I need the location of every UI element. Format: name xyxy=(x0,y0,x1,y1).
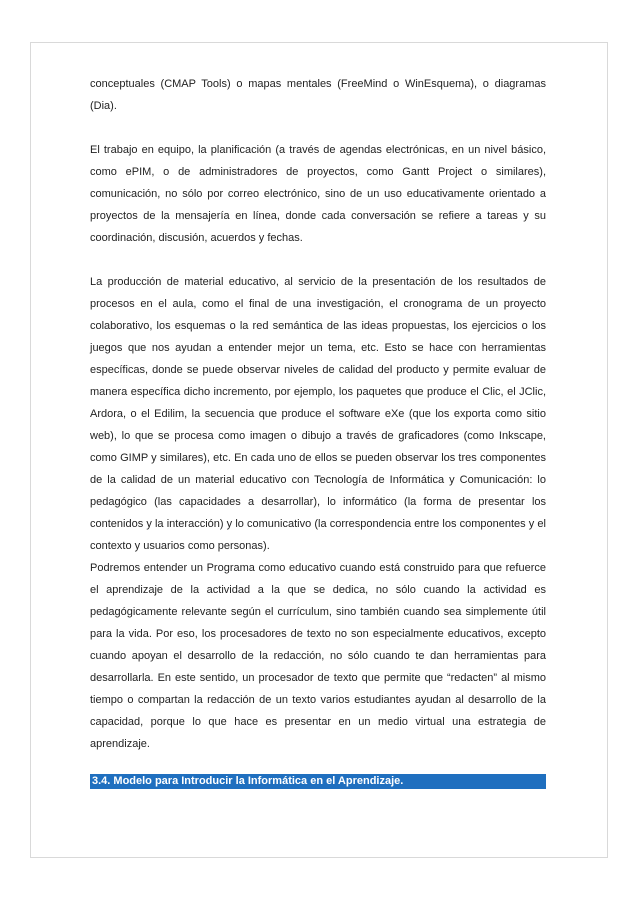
paragraph-teamwork: El trabajo en equipo, la planificación (a través de agendas electrónicas, en un nivel básico, como ePIM, o de administradores de proyectos, como Gantt Project o similares), comunicación, no sólo por correo electrónico, sino de un uso educativamente orientado a proyectos de la mensajería en línea, donde cada conversación se refiere a tareas y su coordinación, discusión, acuerdos y fechas. xyxy=(90,144,546,244)
page-content xyxy=(90,73,546,789)
section-heading: 3.4. Modelo para Introducir la Informática en el Aprendizaje. xyxy=(90,774,546,789)
paragraph-educational-material: La producción de material educativo, al servicio de la presentación de los resultados de procesos en el aula, como el final de una investigación, el cronograma de un proyecto colaborativo, los esquemas o la red semántica de las ideas propuestas, los ejercicios o los juegos que nos ayudan a entender mejor un tema, etc. Esto se hace con herramientas específicas, donde se puede observar niveles de calidad del producto y permite evaluar de manera específica dicho incremento, por ejemplo, los paquetes que produce el Clic, el JClic, Ardora, o el Edilim, la secuencia que produce el software eXe (que los exporta como sitio web), lo que se procesa como imagen o dibujo a través de graficadores (como Inkscape, como GIMP y similares), etc. En cada uno de ellos se pueden observar los tres componentes de la calidad de un material educativo con Tecnología de Informática y Comunicación: lo pedagógico (las capacidades a desarrollar), lo informático (la forma de presentar los contenidos y la interacción) y lo comunicativo (la correspondencia entre los componentes y el contexto y usuarios como personas). xyxy=(90,276,546,552)
paragraph-gap xyxy=(90,249,546,271)
paragraph-mapping-tools: conceptuales (CMAP Tools) o mapas mentales (FreeMind o WinEsquema), o diagramas (Dia). xyxy=(90,78,546,112)
paragraph-educational-program: Podremos entender un Programa como educativo cuando está construido para que refuerce el aprendizaje de la actividad a la que se dedica, no sólo cuando la actividad es pedagógicamente relevante según el currículum, sino también cuando sea simplemente útil para la vida. Por eso, los procesadores de texto no son especialmente educativos, excepto cuando apoyan el desarrollo de la redacción, no sólo cuando te dan herramientas para desarrollarla. En este sentido, un procesador de texto que permite que “redacten” al mismo tiempo o compartan la redacción de un texto varios estudiantes ayudan al desarrollo de la capacidad, porque lo que hace es presentar en un medio virtual una estrategia de aprendizaje. xyxy=(90,562,546,750)
paragraph-gap xyxy=(90,117,546,139)
